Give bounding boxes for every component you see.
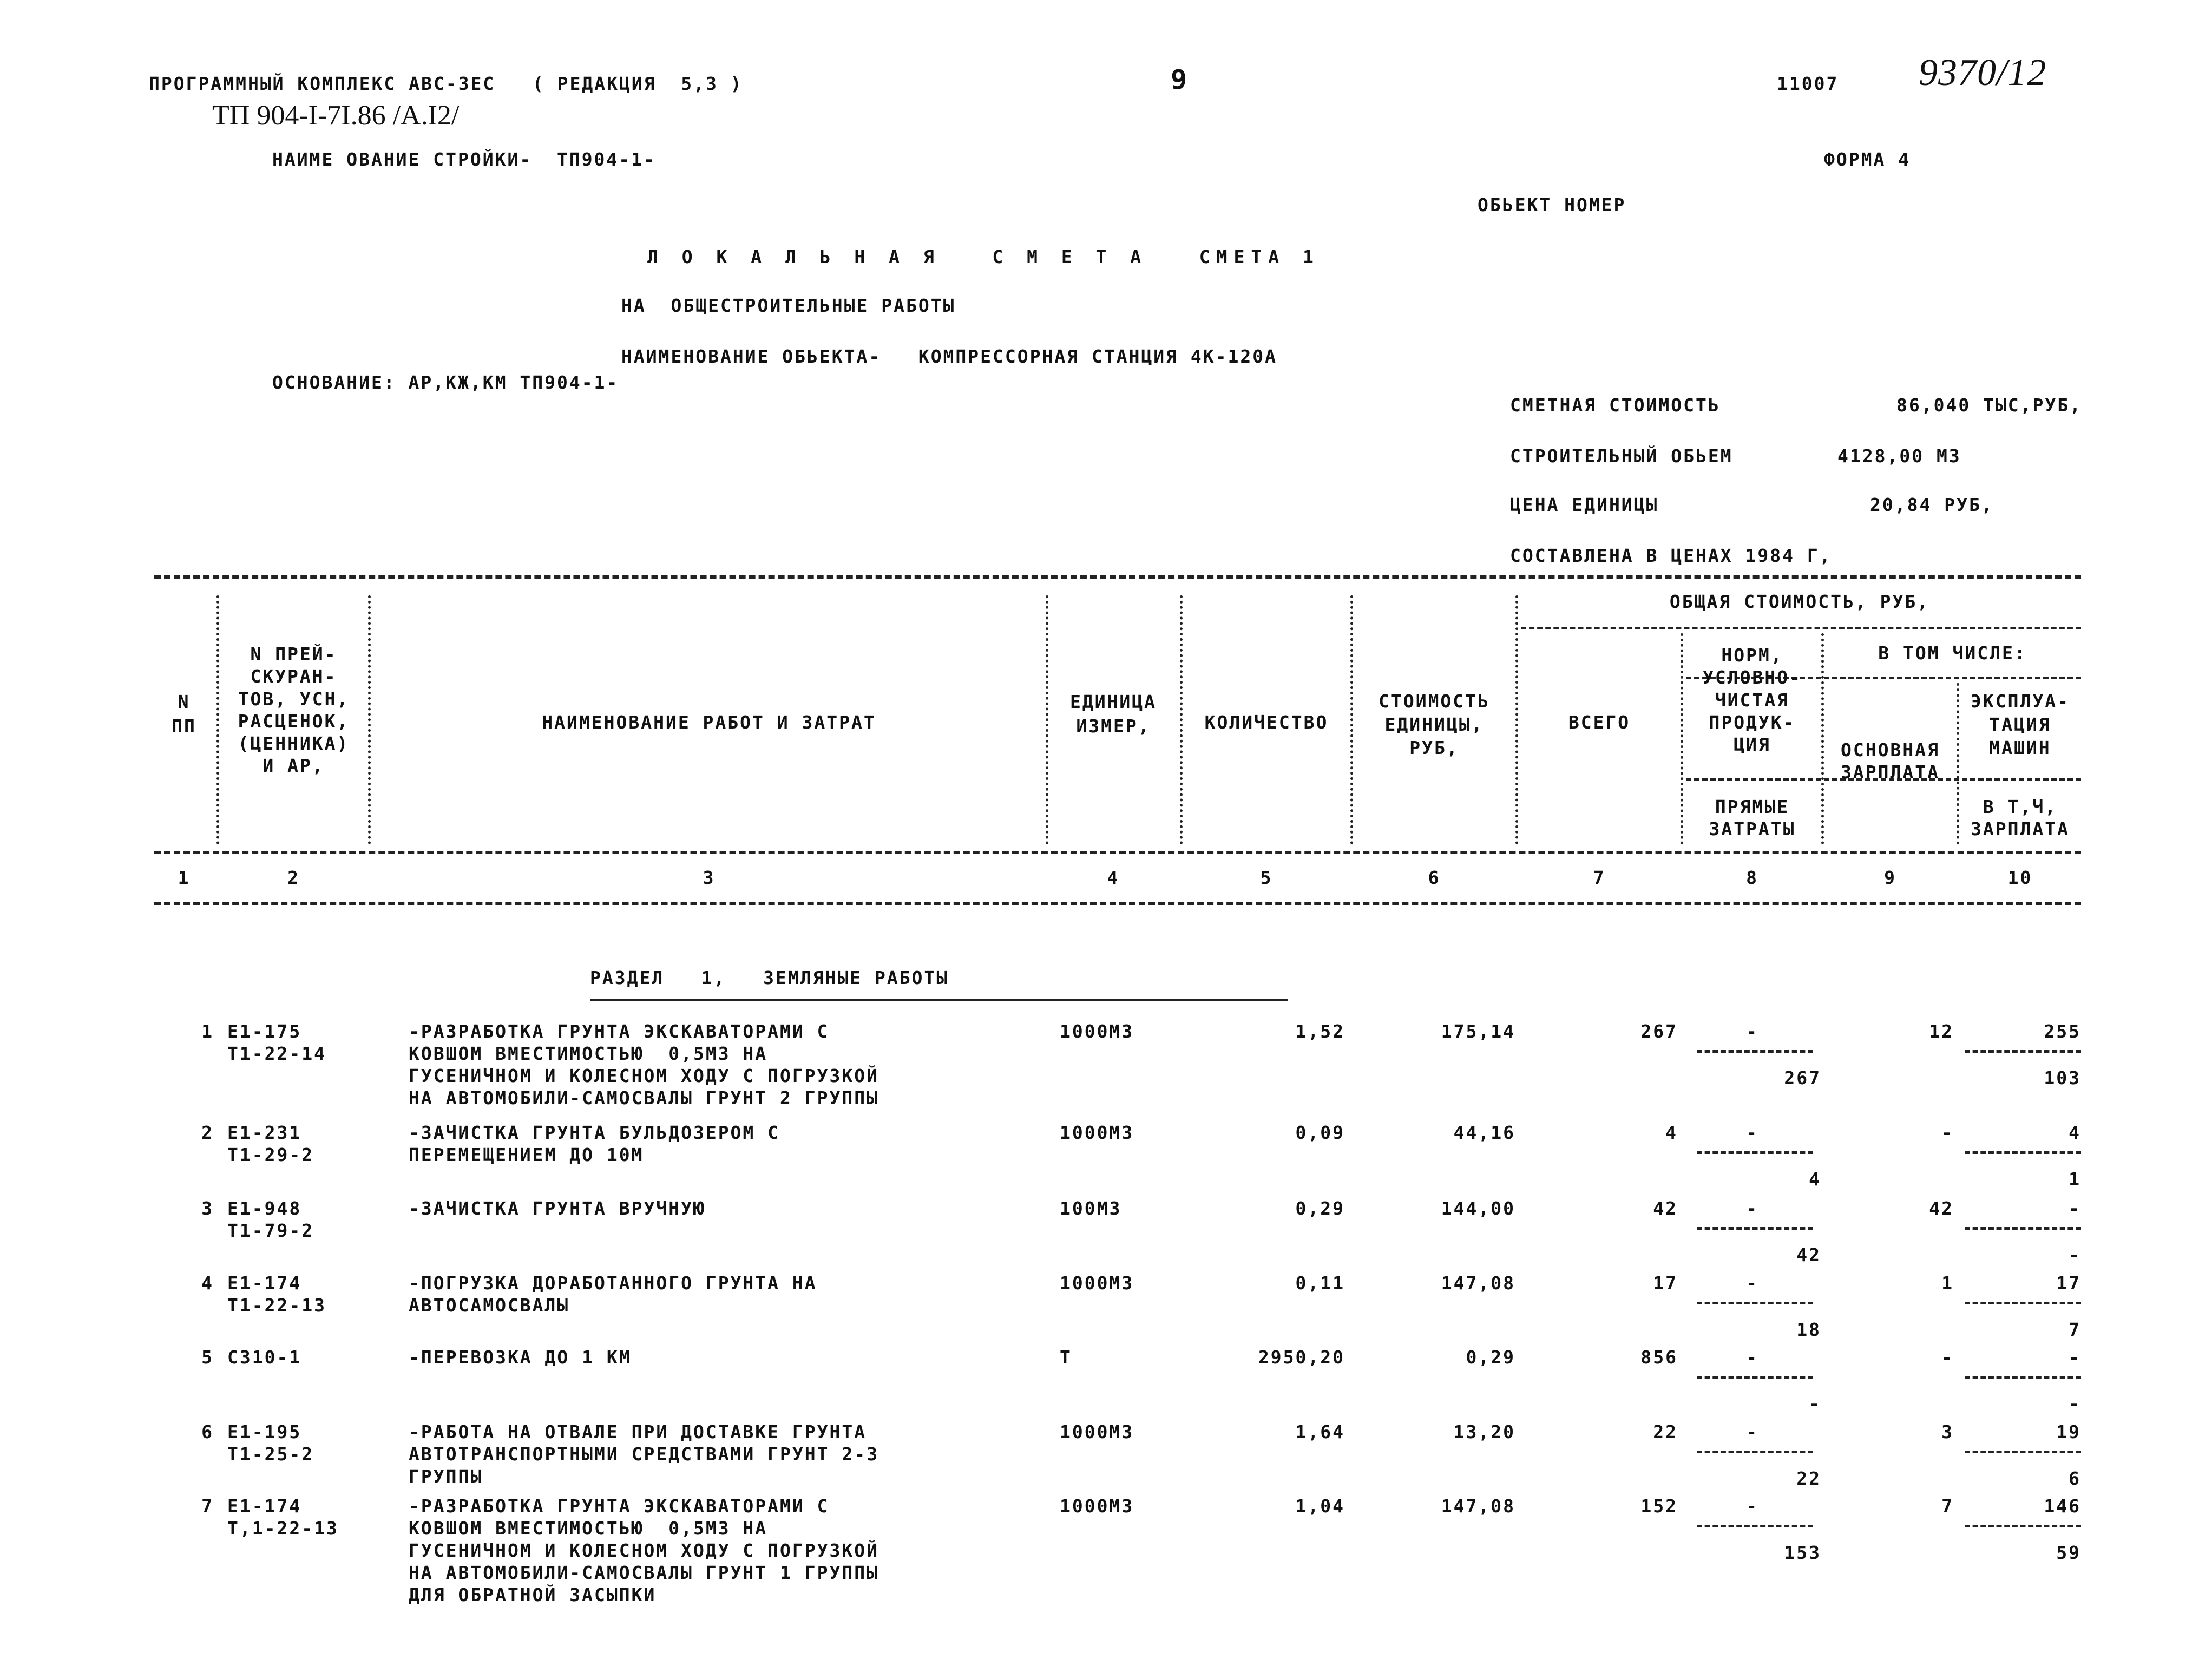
cell-norm: - [1746, 1421, 1758, 1442]
value-divider [1965, 1525, 2081, 1527]
cell-price: 44,16 [1453, 1122, 1515, 1143]
col-number: 1 [178, 867, 191, 888]
cell-code: Е1-231 Т1-29-2 [227, 1122, 314, 1165]
cell-direct: 267 [1784, 1067, 1821, 1088]
section-underline [590, 999, 1288, 1003]
cell-total: 267 [1640, 1021, 1678, 1042]
col-number: 2 [287, 867, 300, 888]
cell-code: С310-1 [227, 1347, 302, 1368]
value-divider [1697, 1376, 1813, 1379]
value-divider [1965, 1050, 2081, 1053]
col-separator [368, 595, 371, 844]
col-number: 3 [703, 867, 716, 888]
cell-wage: 12 [1929, 1021, 1954, 1042]
value-divider [1965, 1151, 2081, 1154]
cell-unit: 1000М3 [1060, 1021, 1134, 1042]
cell-unit: 1000М3 [1060, 1421, 1134, 1442]
document-title: Л О К А Л Ь Н А Я С М Е Т А СМЕТА 1 [647, 246, 1320, 267]
cell-direct: - [1809, 1393, 1821, 1414]
cell-name: -ЗАЧИСТКА ГРУНТА ВРУЧНУЮ [409, 1198, 706, 1219]
table-header-rule [154, 851, 2081, 854]
col-header-total: ВСЕГО [1568, 712, 1631, 733]
cell-n: 4 [201, 1273, 214, 1294]
cell-total: 42 [1653, 1198, 1678, 1219]
object-name: НАИМЕНОВАНИЕ ОБЬЕКТА- КОМПРЕССОРНАЯ СТАНЦИЯ 4К-120А [621, 346, 1277, 367]
total-cost-rule [1521, 627, 2081, 629]
cell-n: 1 [201, 1021, 214, 1042]
cell-wage: - [1941, 1347, 1954, 1368]
cell-mach: 17 [2056, 1273, 2081, 1294]
col-header-machines: ЭКСПЛУА- ТАЦИЯ МАШИН [1971, 691, 2070, 758]
cell-direct: 22 [1796, 1468, 1821, 1489]
cell-norm: - [1746, 1021, 1758, 1042]
cell-code: Е1-174 Т,1-22-13 [227, 1496, 339, 1539]
col-number: 10 [2007, 867, 2033, 888]
summary-value-cost: 86,040 ТЫС,РУБ, [1896, 395, 2082, 416]
cell-qty: 1,04 [1295, 1496, 1345, 1517]
cell-mach_wage: 1 [2069, 1169, 2081, 1190]
cell-norm: - [1746, 1347, 1758, 1368]
value-divider [1965, 1302, 2081, 1304]
table-top-rule [154, 575, 2081, 579]
value-divider [1697, 1451, 1813, 1453]
cell-norm: - [1746, 1496, 1758, 1517]
col-number: 9 [1884, 867, 1896, 888]
summary-label-prices: СОСТАВЛЕНА В ЦЕНАХ 1984 Г, [1510, 545, 1832, 566]
table-numbers-rule [154, 902, 2081, 905]
cell-name: -РАБОТА НА ОТВАЛЕ ПРИ ДОСТАВКЕ ГРУНТА АВТОТРАНСПОРТНЫМИ СРЕДСТВАМИ ГРУНТ 2-3 ГРУППЫ [409, 1421, 879, 1487]
cell-price: 147,08 [1441, 1496, 1515, 1517]
cell-mach: 146 [2044, 1496, 2081, 1517]
cell-price: 175,14 [1441, 1021, 1515, 1042]
form-number: ФОРМА 4 [1824, 149, 1911, 170]
value-divider [1697, 1151, 1813, 1154]
cell-total: 22 [1653, 1421, 1678, 1442]
cell-qty: 0,09 [1295, 1122, 1345, 1143]
cell-unit: 1000М3 [1060, 1122, 1134, 1143]
value-divider [1697, 1050, 1813, 1053]
col-header-wage: ОСНОВНАЯ ЗАРПЛАТА [1841, 739, 1940, 783]
cell-unit: Т [1060, 1347, 1072, 1368]
value-divider [1965, 1451, 2081, 1453]
col-header-including: В ТОМ ЧИСЛЕ: [1878, 642, 2027, 664]
cell-direct: 42 [1796, 1244, 1821, 1265]
handwritten-number: 9370/12 [1919, 52, 2047, 94]
cell-qty: 1,64 [1295, 1421, 1345, 1442]
cell-n: 3 [201, 1198, 214, 1219]
cell-norm: - [1746, 1122, 1758, 1143]
col-number: 6 [1428, 867, 1441, 888]
summary-label-volume: СТРОИТЕЛЬНЫЙ ОБЬЕМ [1510, 445, 1733, 467]
col-number: 5 [1260, 867, 1273, 888]
tp-designation: ТП 904-I-7I.86 /А.I2/ [212, 100, 460, 131]
cell-price: 147,08 [1441, 1273, 1515, 1294]
basis: ОСНОВАНИЕ: АР,КЖ,КМ ТП904-1- [272, 372, 619, 393]
cell-code: Е1-174 Т1-22-13 [227, 1273, 326, 1316]
col-header-quantity: КОЛИЧЕСТВО [1204, 712, 1329, 733]
cell-direct: 18 [1796, 1319, 1821, 1340]
cell-mach_wage: 103 [2044, 1067, 2081, 1088]
page-number: 9 [1171, 64, 1189, 95]
cell-name: -РАЗРАБОТКА ГРУНТА ЭКСКАВАТОРАМИ С КОВШОМ ВМЕСТИМОСТЬЮ 0,5М3 НА ГУСЕНИЧНОМ И КОЛЕСНОМ ХОДУ С ПОГРУЗКОЙ НА АВТОМОБИЛИ-САМОСВАЛЫ ГРУНТ 2 ГРУППЫ [409, 1021, 879, 1109]
cell-total: 152 [1640, 1496, 1678, 1517]
cell-mach: - [2069, 1347, 2081, 1368]
cell-direct: 153 [1784, 1542, 1821, 1563]
cell-mach: 19 [2056, 1421, 2081, 1442]
cell-mach_wage: - [2069, 1244, 2081, 1265]
cell-name: -РАЗРАБОТКА ГРУНТА ЭКСКАВАТОРАМИ С КОВШОМ ВМЕСТИМОСТЬЮ 0,5М3 НА ГУСЕНИЧНОМ И КОЛЕСНОМ ХОДУ С ПОГРУЗКОЙ НА АВТОМОБИЛИ-САМОСВАЛЫ ГРУНТ 1 ГРУППЫ ДЛЯ ОБРАТНОЙ ЗАСЫПКИ [409, 1496, 879, 1605]
col-header-unit: ЕДИНИЦА ИЗМЕР, [1069, 691, 1157, 737]
cell-qty: 0,29 [1295, 1198, 1345, 1219]
cell-wage: 7 [1941, 1496, 1954, 1517]
cell-n: 6 [201, 1421, 214, 1442]
cell-mach_wage: 7 [2069, 1319, 2081, 1340]
value-divider [1697, 1525, 1813, 1527]
value-divider [1965, 1227, 2081, 1230]
col-header-code: N ПРЕЙ- СКУРАН- ТОВ, УСН, РАСЦЕНОК, (ЦЕННИКА) И АР, [238, 644, 350, 777]
cell-wage: - [1941, 1122, 1954, 1143]
cell-price: 13,20 [1453, 1421, 1515, 1442]
section-title: РАЗДЕЛ 1, ЗЕМЛЯНЫЕ РАБОТЫ [590, 967, 949, 988]
document-code: 11007 [1777, 73, 1839, 94]
summary-label-unit-price: ЦЕНА ЕДИНИЦЫ [1510, 494, 1659, 515]
cell-mach: 255 [2044, 1021, 2081, 1042]
cell-code: Е1-948 Т1-79-2 [227, 1198, 314, 1241]
cell-mach_wage: 59 [2056, 1542, 2081, 1563]
cell-direct: 4 [1809, 1169, 1821, 1190]
cell-total: 856 [1640, 1347, 1678, 1368]
cell-mach_wage: 6 [2069, 1468, 2081, 1489]
cell-qty: 1,52 [1295, 1021, 1345, 1042]
cell-wage: 1 [1941, 1273, 1954, 1294]
cell-norm: - [1746, 1273, 1758, 1294]
col-header-machine-wage: В Т,Ч, ЗАРПЛАТА [1971, 796, 2070, 840]
cell-price: 0,29 [1466, 1347, 1515, 1368]
col-number: 8 [1746, 867, 1758, 888]
cell-n: 2 [201, 1122, 214, 1143]
cell-norm: - [1746, 1198, 1758, 1219]
summary-value-volume: 4128,00 М3 [1837, 445, 1961, 467]
cell-name: -ЗАЧИСТКА ГРУНТА БУЛЬДОЗЕРОМ С ПЕРЕМЕЩЕНИЕМ ДО 10М [409, 1122, 780, 1165]
cell-wage: 3 [1941, 1421, 1954, 1442]
construction-name: НАИМЕ ОВАНИЕ СТРОЙКИ- ТП904-1- [272, 149, 656, 170]
cell-mach: 4 [2069, 1122, 2081, 1143]
col-header-name: НАИМЕНОВАНИЕ РАБОТ И ЗАТРАТ [542, 712, 876, 733]
cell-unit: 1000М3 [1060, 1273, 1134, 1294]
col-header-number: N ПП [172, 691, 196, 737]
cell-mach_wage: - [2069, 1393, 2081, 1414]
cell-unit: 1000М3 [1060, 1496, 1134, 1517]
cell-n: 7 [201, 1496, 214, 1517]
cell-mach: - [2069, 1198, 2081, 1219]
cell-code: Е1-175 Т1-22-14 [227, 1021, 326, 1064]
cell-unit: 100М3 [1060, 1198, 1122, 1219]
summary-label-cost: СМЕТНАЯ СТОИМОСТЬ [1510, 395, 1721, 416]
cell-qty: 2950,20 [1258, 1347, 1345, 1368]
col-header-total-cost: ОБЩАЯ СТОИМОСТЬ, РУБ, [1669, 591, 1930, 612]
cell-name: -ПЕРЕВОЗКА ДО 1 КМ [409, 1347, 632, 1368]
cell-price: 144,00 [1441, 1198, 1515, 1219]
value-divider [1697, 1227, 1813, 1230]
value-divider [1965, 1376, 2081, 1379]
cell-qty: 0,11 [1295, 1273, 1345, 1294]
cell-total: 17 [1653, 1273, 1678, 1294]
document-subtitle: НА ОБЩЕСТРОИТЕЛЬНЫЕ РАБОТЫ [621, 295, 956, 316]
summary-value-unit-price: 20,84 РУБ, [1870, 494, 1994, 515]
program-info: ПРОГРАММНЫЙ КОМПЛЕКС АВС-ЗЕС ( РЕДАКЦИЯ 5,3 ) [149, 73, 743, 94]
col-header-unit-cost: СТОИМОСТЬ ЕДИНИЦЫ, РУБ, [1379, 691, 1490, 758]
col-number: 4 [1107, 867, 1120, 888]
cell-wage: 42 [1929, 1198, 1954, 1219]
value-divider [1697, 1302, 1813, 1304]
cell-name: -ПОГРУЗКА ДОРАБОТАННОГО ГРУНТА НА АВТОСАМОСВАЛЫ [409, 1273, 817, 1316]
object-number: ОБЬЕКТ НОМЕР [1478, 194, 1626, 215]
col-number: 7 [1593, 867, 1606, 888]
col-header-norm: НОРМ, УСЛОВНО- ЧИСТАЯ ПРОДУК- ЦИЯ [1703, 645, 1802, 755]
cell-total: 4 [1665, 1122, 1678, 1143]
cell-n: 5 [201, 1347, 214, 1368]
cell-code: Е1-195 Т1-25-2 [227, 1421, 314, 1465]
col-header-direct: ПРЯМЫЕ ЗАТРАТЫ [1709, 796, 1796, 840]
